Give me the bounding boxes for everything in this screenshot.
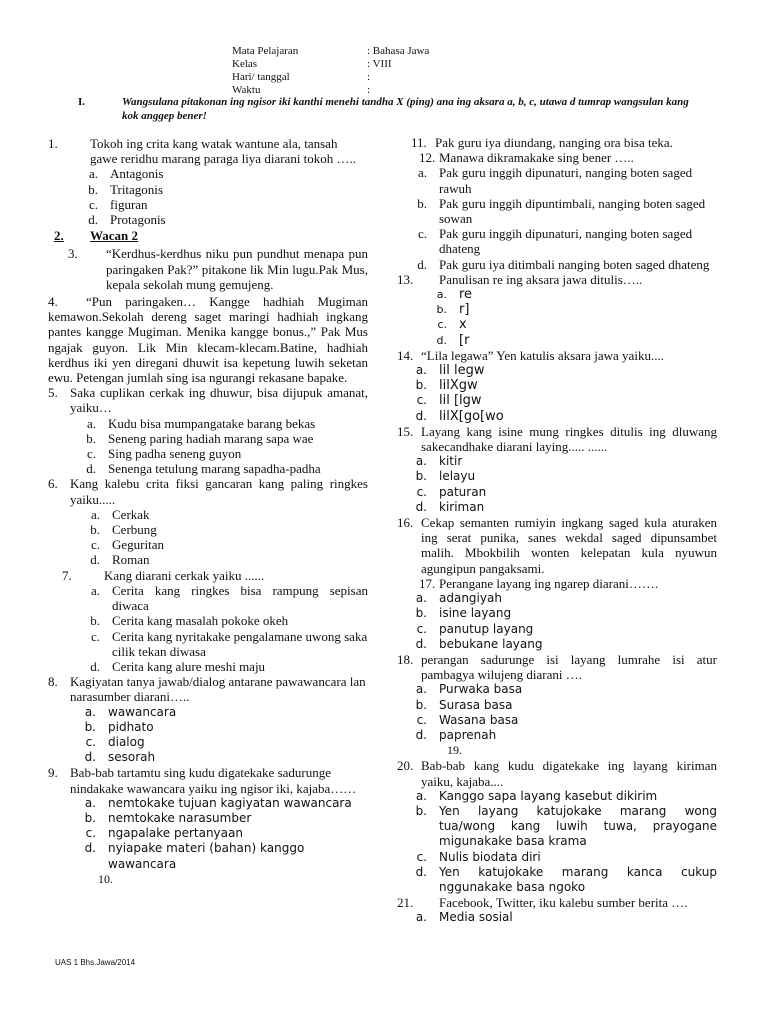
question-11 xyxy=(397,135,717,150)
option-text: Purwaka basa xyxy=(439,682,523,697)
question-1 xyxy=(48,136,368,227)
question-number: 11. xyxy=(411,135,427,150)
option-text: r] xyxy=(459,302,470,318)
option-letter: b. xyxy=(88,181,98,197)
option-letter: b. xyxy=(90,522,100,538)
question-16 xyxy=(397,515,717,576)
option-list xyxy=(66,705,368,766)
option-letter: b. xyxy=(417,195,427,211)
question-text: Facebook, Twitter, iku kalebu sumber berita …. xyxy=(439,895,688,911)
option-text: paturan xyxy=(439,484,487,499)
question-text: Saka cuplikan cerkak ing dhuwur, bisa dijupuk amanat, yaiku… xyxy=(70,385,368,416)
option-letter: a. xyxy=(415,682,427,697)
option-letter: d. xyxy=(415,864,427,879)
question-number: 8. xyxy=(48,674,58,690)
option-letter: d. xyxy=(90,658,100,674)
question-15 xyxy=(397,424,717,515)
option-text: Cerkak xyxy=(112,506,150,522)
option-letter: b. xyxy=(436,303,447,317)
option-letter: c. xyxy=(417,226,427,242)
option-letter: d. xyxy=(415,408,427,423)
question-text: perangan sadurunge isi layang lumrahe isi atur pambagya wilujeng diarani …. xyxy=(421,651,717,683)
option-letter: a. xyxy=(415,910,427,925)
option-text: nemtokake narasumber xyxy=(108,810,252,825)
question-8 xyxy=(48,674,368,765)
option-letter: d. xyxy=(415,636,427,651)
option-letter: d. xyxy=(436,333,447,347)
option-text: ngapalake pertanyaan xyxy=(108,826,243,841)
question-number: 15. xyxy=(397,423,414,439)
reading-heading xyxy=(48,228,368,243)
option-text: [r xyxy=(459,332,470,348)
question-text: “Kerdhus-kerdhus niku pun pundhut menapa pun paringaken Pak?” pitakone lik Min lugu.Pak Mus, kepala sekolah mung gemujeng. xyxy=(106,246,368,292)
option-list xyxy=(397,910,717,925)
section-number: I. xyxy=(78,96,86,108)
question-text: Pak guru iya diundang, nanging ora bisa teka. xyxy=(435,135,673,150)
question-number: 17. xyxy=(419,575,436,591)
question-21 xyxy=(397,895,717,925)
option-text: Yen layang katujokake marang wong tua/wong kang luwih tuwa, prayogane migunakake basa krama xyxy=(439,803,717,849)
option-text: figuran xyxy=(110,196,148,212)
option-list xyxy=(397,682,717,743)
option-letter: a. xyxy=(84,704,96,719)
question-3 xyxy=(48,246,368,292)
question-text: “Pun paringaken… Kangge hadhiah Mugiman kemawon.Sekolah dereng saget maringi hadhiah ingkang pantes kangge Mugiman. Menika kangge bonus.,” Pak Mus ngajak guyon. Lik Min klecam-klecam.Batine, hadhiah kerdhus iki yen diregani dhuwit isa kepetung luwih seketan ewu. Petengan jumlah sing isa ngurangi rekasane bapake. xyxy=(48,294,368,386)
question-text: Bab-bab tartamtu sing kudu digatekake sadurunge nindakake wawancara yaiku ing ngisor iki, kajaba…… xyxy=(70,765,357,796)
option-letter: c. xyxy=(86,446,96,462)
option-letter: b. xyxy=(415,469,427,484)
option-text: wawancara xyxy=(108,704,177,719)
option-text: kitir xyxy=(439,454,463,469)
option-text: Cerita kang ringkes bisa rampung sepisan diwaca xyxy=(112,582,368,614)
question-13 xyxy=(397,272,717,348)
option-text: sesorah xyxy=(108,750,156,765)
option-letter: c. xyxy=(416,484,427,499)
question-number: 16. xyxy=(397,515,414,531)
option-text: Media sosial xyxy=(439,910,513,925)
option-list xyxy=(66,796,368,872)
question-text: Panulisan re ing aksara jawa ditulis….. xyxy=(439,271,643,287)
question-number: 5. xyxy=(48,385,58,401)
option-text: Sing padha seneng guyon xyxy=(108,446,242,462)
option-text: paprenah xyxy=(439,727,497,742)
option-letter: b. xyxy=(84,719,96,734)
page-footer: UAS 1 Bhs.Jawa/2014 xyxy=(55,958,136,967)
option-letter: d. xyxy=(90,552,100,568)
question-18 xyxy=(397,652,717,743)
option-text: x xyxy=(459,317,467,333)
question-20 xyxy=(397,758,717,895)
option-text: lil [lgw xyxy=(439,393,482,409)
question-17 xyxy=(397,576,717,652)
instruction xyxy=(78,96,698,123)
option-text: Tritagonis xyxy=(110,181,163,197)
option-letter: c. xyxy=(416,621,427,636)
option-letter: c. xyxy=(416,849,427,864)
option-letter: d. xyxy=(86,461,96,477)
option-letter: c. xyxy=(85,734,96,749)
question-number: 1. xyxy=(48,136,58,151)
option-text: panutup layang xyxy=(439,621,534,636)
option-text: Nulis biodata diri xyxy=(439,849,541,864)
option-text: Yen katujokake marang kanca cukup nggunakake basa ngoko xyxy=(439,864,717,894)
option-letter: d. xyxy=(84,750,96,765)
option-text: pidhato xyxy=(108,719,154,734)
option-text: lil legw xyxy=(439,363,485,379)
question-text: “Lila legawa” Yen katulis aksara jawa yaiku.... xyxy=(421,347,664,363)
option-letter: b. xyxy=(415,803,427,818)
question-number: 13. xyxy=(397,271,414,287)
option-list xyxy=(70,583,368,674)
option-letter: d. xyxy=(84,841,96,856)
option-text: lilX[go[wo xyxy=(439,408,504,424)
option-list xyxy=(397,789,717,895)
header-value: : VIII xyxy=(367,58,392,70)
option-text: Cerbung xyxy=(112,522,157,538)
header-value: : xyxy=(367,71,371,83)
option-text: lelayu xyxy=(439,469,476,484)
question-number: 12. xyxy=(419,150,436,166)
option-letter: a. xyxy=(90,506,100,522)
option-text: bebukane layang xyxy=(439,636,543,651)
option-text: re xyxy=(459,287,473,303)
exam-header xyxy=(232,45,429,97)
question-14 xyxy=(397,348,717,424)
question-number: 18. xyxy=(397,651,414,667)
option-text: Cerita kang nyritakake pengalamane uwong saka cilik tekan diwasa xyxy=(112,628,368,659)
header-label: Waktu xyxy=(232,84,261,96)
header-value: : Bahasa Jawa xyxy=(367,45,430,57)
option-list xyxy=(397,591,717,652)
option-letter: a. xyxy=(90,582,100,598)
option-text: nyiapake materi (bahan) kanggo wawancara xyxy=(108,841,305,871)
option-text: Pak guru iya ditimbali nanging boten saged dhateng xyxy=(439,256,710,272)
question-number: 3. xyxy=(68,246,78,262)
question-number: 21. xyxy=(397,895,414,911)
question-5 xyxy=(48,385,368,476)
option-list xyxy=(397,165,717,271)
option-text: dialog xyxy=(108,734,145,749)
option-letter: a. xyxy=(88,166,98,182)
option-text: nemtokake tujuan kagiyatan wawancara xyxy=(108,795,352,810)
left-column xyxy=(48,136,368,887)
right-column xyxy=(397,135,717,926)
question-text: Perangane layang ing ngarep diarani……. xyxy=(439,575,659,591)
header-value: : xyxy=(367,84,371,96)
option-letter: b. xyxy=(415,697,427,712)
option-text: Antagonis xyxy=(110,166,164,182)
option-letter: d. xyxy=(415,499,427,514)
option-letter: a. xyxy=(436,288,447,302)
header-label: Mata Pelajaran xyxy=(232,45,299,57)
option-letter: a. xyxy=(415,788,427,803)
option-text: Seneng paring hadiah marang sapa wae xyxy=(108,430,314,446)
question-text: Layang kang isine mung ringkes ditulis ing dluwang sakecandhake diarani laying..... ...... xyxy=(421,423,717,455)
option-list xyxy=(66,416,368,477)
question-4 xyxy=(48,294,368,385)
option-letter: a. xyxy=(415,454,427,469)
option-letter: a. xyxy=(86,415,96,431)
option-letter: c. xyxy=(90,537,100,553)
option-text: Kudu bisa mumpangatake barang bekas xyxy=(108,415,316,431)
option-letter: a. xyxy=(415,363,427,378)
question-7 xyxy=(48,568,368,674)
option-letter: b. xyxy=(415,378,427,393)
option-list xyxy=(397,454,717,515)
question-19-number: 19. xyxy=(447,743,462,758)
option-letter: d. xyxy=(88,212,98,228)
option-list xyxy=(417,287,717,348)
question-text: Manawa dikramakake sing bener ….. xyxy=(439,150,634,166)
option-text: Protagonis xyxy=(110,212,166,228)
option-list xyxy=(70,507,368,568)
question-number: 9. xyxy=(48,765,58,781)
question-number: 20. xyxy=(397,758,414,774)
option-letter: c. xyxy=(437,318,447,332)
option-text: Surasa basa xyxy=(439,697,513,712)
option-letter: a. xyxy=(84,795,96,810)
option-text: Senenga tetulung marang sapadha-padha xyxy=(108,461,321,477)
question-text: Kang diarani cerkak yaiku ...... xyxy=(104,567,265,583)
option-list xyxy=(68,166,368,227)
question-text-body: Tokoh ing crita kang watak wantune ala, tansah gawe reridhu marang paraga liya diarani tokoh ….. xyxy=(90,136,357,167)
question-number: 6. xyxy=(48,476,58,492)
option-text: adangiyah xyxy=(439,591,502,606)
option-text: lilXgw xyxy=(439,378,478,394)
option-text: Pak guru inggih dipuntimbali, nanging boten saged sowan xyxy=(439,195,706,227)
option-text: kiriman xyxy=(439,499,485,514)
question-text: Kang kalebu crita fiksi gancaran kang paling ringkes yaiku..... xyxy=(70,476,368,507)
option-letter: d. xyxy=(415,727,427,742)
option-text: Wasana basa xyxy=(439,712,519,727)
question-10-number: 10. xyxy=(98,871,113,886)
option-letter: c. xyxy=(85,826,96,841)
header-label: Kelas xyxy=(232,58,258,70)
option-letter: b. xyxy=(415,606,427,621)
option-letter: c. xyxy=(88,196,98,212)
question-9 xyxy=(48,765,368,871)
question-number: 7. xyxy=(62,567,72,583)
option-text: Kanggo sapa layang kasebut dikirim xyxy=(439,788,658,803)
question-text: Kagiyatan tanya jawab/dialog antarane pawawancara lan narasumber diarani….. xyxy=(70,674,366,705)
option-text: Pak guru inggih dipunaturi, nanging boten saged rawuh xyxy=(439,165,693,196)
question-6 xyxy=(48,476,368,567)
question-text: Cekap semanten rumiyin ingkang saged kula aturaken ing serat punika, sanes wekdal saged dipunsambet malih. Mbokbilih wonten kelepatan kula nyuwun agungipun pangaksami. xyxy=(421,515,717,576)
option-letter: b. xyxy=(84,810,96,825)
option-letter: c. xyxy=(416,393,427,408)
question-12 xyxy=(397,150,717,272)
option-letter: a. xyxy=(417,165,427,181)
option-text: Geguritan xyxy=(112,537,164,553)
option-text: Cerita kang masalah pokoke okeh xyxy=(112,613,289,629)
option-letter: d. xyxy=(417,256,427,272)
question-text: Bab-bab kang kudu digatekake ing layang kiriman yaiku, kajaba.... xyxy=(421,758,717,789)
option-letter: c. xyxy=(416,712,427,727)
question-number: 4. xyxy=(48,294,58,310)
option-list xyxy=(397,363,717,424)
reading-title: Wacan 2 xyxy=(90,228,139,244)
option-letter: b. xyxy=(90,613,100,629)
option-text: Pak guru inggih dipunaturi, nanging boten saged dhateng xyxy=(439,226,693,257)
option-letter: c. xyxy=(90,628,100,644)
option-letter: b. xyxy=(86,430,96,446)
option-text: Cerita kang alure meshi maju xyxy=(112,658,266,674)
option-text: Roman xyxy=(112,552,150,568)
question-number: 14. xyxy=(397,347,414,363)
question-number: 2. xyxy=(54,228,64,244)
header-label: Hari/ tanggal xyxy=(232,71,290,83)
option-letter: a. xyxy=(415,591,427,606)
option-text: isine layang xyxy=(439,606,512,621)
question-text xyxy=(90,136,368,166)
instruction-text: Wangsulana pitakonan ing ngisor iki kanthi menehi tandha X (ping) ana ing aksara a, b, c, utawa d tumrap wangsulan kang kok anggep bener! xyxy=(122,96,689,122)
